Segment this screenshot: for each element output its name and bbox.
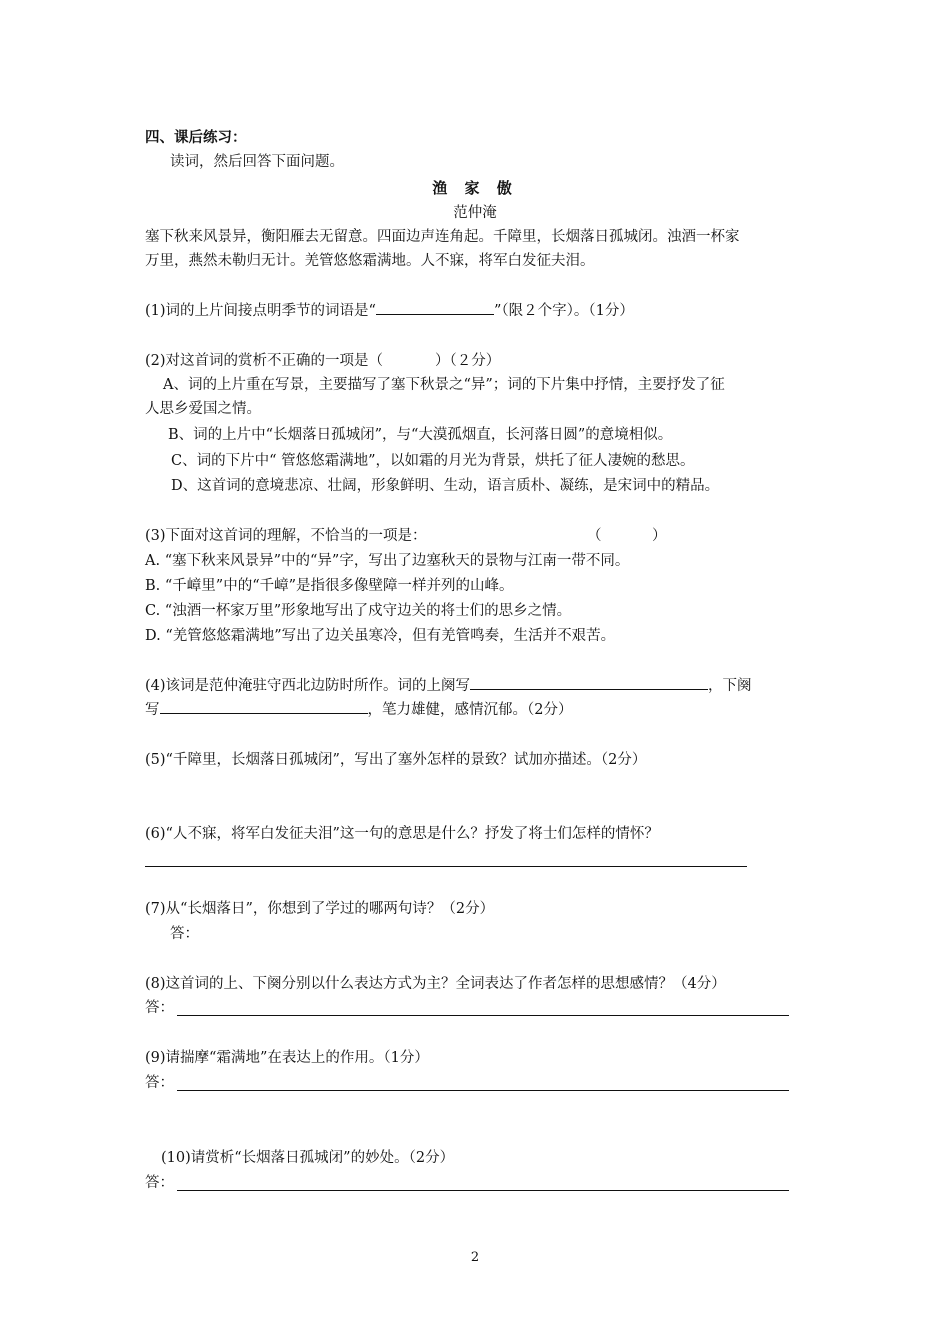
question-1-post: ”（限２个字）。（1分） [493,303,634,319]
question-2-option-a-line2: 人思乡爱国之情。 [145,401,261,417]
question-4-blank-upper[interactable] [470,675,708,690]
question-3-option-a: A. “塞下秋来风景异”中的“异”字，写出了边塞秋天的景物与江南一带不同。 [145,553,630,569]
question-9: (9)请揣摩“霜满地”在表达上的作用。（1分） [145,1050,429,1066]
question-5: (5)“千障里，长烟落日孤城闭”，写出了塞外怎样的景致？试加亦描述。（2分） [145,752,647,768]
question-2-stem [145,350,500,372]
poem-author: 范仲淹 [453,205,497,221]
question-2-option-c: C、词的下片中“ 管悠悠霜满地”，以如霜的月光为背景，烘托了征人凄婉的愁思。 [171,453,695,469]
question-6: (6)“人不寐，将军白发征夫泪”这一句的意思是什么？抒发了将士们怎样的情怀？ [145,826,659,842]
instruction: 读词，然后回答下面问题。 [170,154,344,170]
question-10-answer-line[interactable] [177,1190,789,1191]
question-2-stem-pre: (2)对这首词的赏析不正确的一项是（ [145,353,384,369]
page-number: 2 [470,1250,480,1265]
question-3-option-d: D. “羌管悠悠霜满地”写出了边关虽寒冷，但有羌管鸣奏，生活并不艰苦。 [145,628,616,644]
section-heading: 四、课后练习： [145,129,247,146]
question-3-option-c: C. “浊酒一杯家万里”形象地写出了戍守边关的将士们的思乡之情。 [145,603,572,619]
poem-title: 渔 家 傲 [432,179,518,197]
question-3-option-b: B. “千嶂里”中的“千嶂”是指很多像壁障一样并列的山峰。 [145,578,514,594]
question-9-answer-line[interactable] [177,1090,789,1091]
question-3-paren-open: （ [587,528,602,544]
question-2-stem-post: ）（２分） [435,353,501,369]
question-4-line2 [145,699,572,721]
question-2-option-a-line1: A、词的上片重在写景，主要描写了塞下秋景之“异”；词的下片集中抒情，主要抒发了征 [163,377,725,393]
question-1-pre: (1)词的上片间接点明季节的词语是“ [145,303,376,319]
poem-line-1: 塞下秋来风景异，衡阳雁去无留意。四面边声连角起。千障里，长烟落日孤城闭。浊酒一杯家 [145,229,740,245]
question-4-line2-pre: 写 [145,702,160,718]
question-2-option-d: D、这首词的意境悲凉、壮阔，形象鲜明、生动，语言质朴、凝练，是宋词中的精品。 [171,478,720,494]
question-3-answer-slot[interactable] [604,525,652,547]
question-7-answer-label: 答： [170,926,199,942]
question-1 [145,300,634,322]
question-8: (8)这首词的上、下阕分别以什么表达方式为主？全词表达了作者怎样的思想感情？（4分） [145,976,726,992]
question-8-answer-line[interactable] [177,1015,789,1016]
question-3-stem: (3)下面对这首词的理解，不恰当的一项是： [145,528,427,544]
question-8-answer-label: 答： [145,1000,174,1016]
question-4-pre: (4)该词是范仲淹驻守西北边防时所作。词的上阕写 [145,678,471,694]
question-4-post: ，笔力雄健，感情沉郁。（2分） [367,702,573,718]
question-10: (10)请赏析“长烟落日孤城闭”的妙处。（2分） [161,1150,455,1166]
question-1-blank[interactable] [376,300,494,315]
question-7: (7)从“长烟落日”，你想到了学过的哪两句诗？（2分） [145,901,495,917]
question-4-blank-lower[interactable] [160,699,368,714]
question-4-line1 [145,675,752,697]
question-4-mid: ，下阕 [708,678,752,694]
question-3-paren-close: ） [652,528,667,544]
question-6-answer-line[interactable] [145,866,747,867]
poem-line-2: 万里，燕然未勒归无计。羌管悠悠霜满地。人不寐，将军白发征夫泪。 [145,253,595,269]
question-10-answer-label: 答： [145,1175,174,1191]
question-9-answer-label: 答： [145,1075,174,1091]
question-2-option-b: B、词的上片中“长烟落日孤城闭”，与“大漠孤烟直，长河落日圆”的意境相似。 [168,427,673,443]
